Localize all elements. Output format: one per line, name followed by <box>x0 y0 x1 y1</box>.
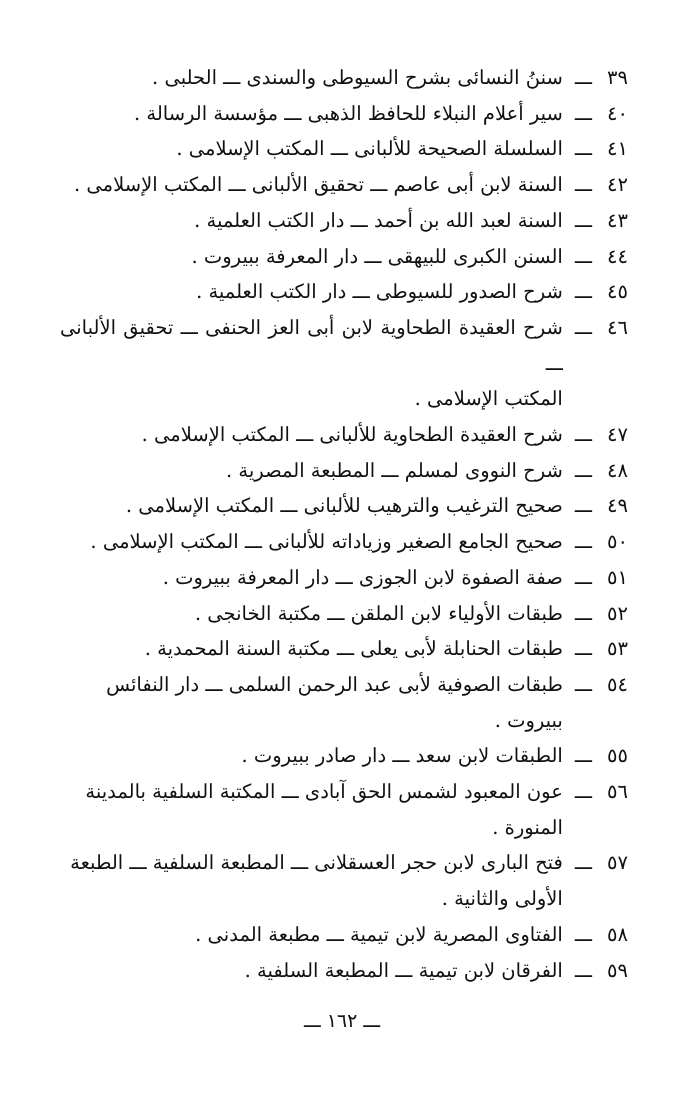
entry-dash: ـــ <box>574 244 592 268</box>
reference-entry <box>60 310 628 417</box>
reference-entry <box>60 203 628 239</box>
entry-text <box>60 917 563 953</box>
entry-title: السنة لعبد الله بن أحمد ـــ دار الكتب العلمية . <box>194 208 563 232</box>
entry-text <box>60 239 563 275</box>
entry-title: الفرقان لابن تيمية ـــ المطبعة السلفية . <box>244 958 563 982</box>
entry-text <box>60 524 563 560</box>
page-number: ـــ ١٦٢ ـــ <box>303 1010 381 1032</box>
entry-dash: ـــ <box>574 173 592 197</box>
entry-text <box>60 631 563 667</box>
entry-title: شرح النووى لمسلم ـــ المطبعة المصرية . <box>226 458 563 482</box>
entry-text <box>60 953 563 989</box>
entry-text <box>60 203 563 239</box>
entry-number: ٥٣ <box>607 637 628 661</box>
reference-entry <box>60 60 628 96</box>
entry-dash: ـــ <box>574 494 592 518</box>
entry-dash: ـــ <box>574 315 592 339</box>
entry-number: ٤٦ <box>607 315 628 339</box>
entry-text <box>60 738 563 774</box>
entry-dash: ـــ <box>574 530 592 554</box>
entry-number: ٤٥ <box>607 280 628 304</box>
entry-dash: ـــ <box>574 280 592 304</box>
entry-title: السنن الكبرى للبيهقى ـــ دار المعرفة ببيروت . <box>191 244 563 268</box>
reference-entry <box>60 417 628 453</box>
entry-dash: ـــ <box>574 637 592 661</box>
entry-title: صفة الصفوة لابن الجوزى ـــ دار المعرفة ببيروت . <box>162 565 563 589</box>
entry-title: طبقات الحنابلة لأبى يعلى ـــ مكتبة السنة المحمدية . <box>144 637 563 661</box>
entry-title: صحيح الترغيب والترهيب للألبانى ـــ المكتب الإسلامى . <box>125 494 563 518</box>
reference-entry <box>60 596 628 632</box>
reference-entry <box>60 131 628 167</box>
entry-number: ٤٧ <box>607 423 628 447</box>
entry-text <box>60 845 563 916</box>
entry-text <box>60 774 563 845</box>
entry-number: ٤١ <box>607 137 628 161</box>
entry-title: الفتاوى المصرية لابن تيمية ـــ مطبعة المدنى . <box>195 922 563 946</box>
entry-number: ٥٦ <box>607 780 628 804</box>
reference-entry <box>60 274 628 310</box>
entry-number: ٤٤ <box>607 244 628 268</box>
reference-entry <box>60 738 628 774</box>
entry-dash: ـــ <box>574 101 592 125</box>
entry-title: طبقات الصوفية لأبى عبد الرحمن السلمى ـــ دار النفائس <box>106 672 563 696</box>
reference-entry <box>60 917 628 953</box>
entry-title: شرح العقيدة الطحاوية للألبانى ـــ المكتب الإسلامى . <box>141 423 563 447</box>
entry-title: صحيح الجامع الصغير وزياداته للألبانى ـــ المكتب الإسلامى . <box>90 530 563 554</box>
entry-title: شرح العقيدة الطحاوية لابن أبى العز الحنفى ـــ تحقيق الألبانى ـــ <box>60 315 563 375</box>
entry-dash: ـــ <box>574 458 592 482</box>
entry-title: شرح الصدور للسيوطى ـــ دار الكتب العلمية . <box>196 280 563 304</box>
entry-dash: ـــ <box>574 672 592 696</box>
entry-number: ٥٩ <box>607 958 628 982</box>
entry-text <box>60 96 563 132</box>
entry-number: ٤٣ <box>607 208 628 232</box>
entry-dash: ـــ <box>574 137 592 161</box>
entry-dash: ـــ <box>574 851 592 875</box>
entry-number: ٤٩ <box>607 494 628 518</box>
entry-text <box>60 417 563 453</box>
entry-continuation: الأولى والثانية . <box>441 887 563 911</box>
entry-dash: ـــ <box>574 208 592 232</box>
entry-number: ٤٨ <box>607 458 628 482</box>
reference-entry <box>60 560 628 596</box>
entry-dash: ـــ <box>574 601 592 625</box>
reference-entry <box>60 631 628 667</box>
entry-title: سننُ النسائى بشرح السيوطى والسندى ـــ الحلبى . <box>152 66 563 89</box>
entry-number: ٣٩ <box>607 66 628 89</box>
reference-list <box>60 60 628 988</box>
entry-text <box>60 60 563 96</box>
reference-entry <box>60 239 628 275</box>
entry-continuation: المكتب الإسلامى . <box>414 387 563 411</box>
entry-number: ٥٠ <box>607 530 628 554</box>
entry-number: ٥٤ <box>607 672 628 696</box>
entry-text <box>60 310 563 417</box>
entry-number: ٤٢ <box>607 173 628 197</box>
entry-title: فتح البارى لابن حجر العسقلانى ـــ المطبعة السلفية ـــ الطبعة <box>70 851 563 875</box>
entry-text <box>60 596 563 632</box>
entry-number: ٥٧ <box>607 851 628 875</box>
entry-title: السلسلة الصحيحة للألبانى ـــ المكتب الإسلامى . <box>176 137 563 161</box>
entry-title: عون المعبود لشمس الحق آبادى ـــ المكتبة السلفية بالمدينة <box>85 780 563 804</box>
entry-text <box>60 167 563 203</box>
entry-dash: ـــ <box>574 744 592 768</box>
entry-number: ٥٢ <box>607 601 628 625</box>
entry-dash: ـــ <box>574 922 592 946</box>
reference-entry <box>60 524 628 560</box>
reference-entry <box>60 667 628 738</box>
reference-entry <box>60 167 628 203</box>
entry-dash: ـــ <box>574 780 592 804</box>
reference-entry <box>60 96 628 132</box>
entry-text <box>60 131 563 167</box>
entry-number: ٥٨ <box>607 922 628 946</box>
reference-entry <box>60 453 628 489</box>
entry-continuation: ببيروت . <box>494 708 563 732</box>
entry-number: ٥٥ <box>607 744 628 768</box>
entry-dash: ـــ <box>574 958 592 982</box>
entry-title: الطبقات لابن سعد ـــ دار صادر ببيروت . <box>241 744 563 768</box>
entry-text <box>60 453 563 489</box>
reference-entry <box>60 774 628 845</box>
reference-entry <box>60 845 628 916</box>
entry-text <box>60 667 563 738</box>
entry-text <box>60 274 563 310</box>
entry-continuation: المنورة . <box>492 815 563 839</box>
entry-text <box>60 560 563 596</box>
entry-title: السنة لابن أبى عاصم ـــ تحقيق الألبانى ـــ المكتب الإسلامى . <box>74 173 563 197</box>
entry-title: سير أعلام النبلاء للحافظ الذهبى ـــ مؤسسة الرسالة . <box>133 101 563 125</box>
entry-dash: ـــ <box>574 66 592 89</box>
entry-number: ٥١ <box>607 565 628 589</box>
reference-entry <box>60 953 628 989</box>
entry-dash: ـــ <box>574 423 592 447</box>
entry-number: ٤٠ <box>607 101 628 125</box>
entry-text <box>60 488 563 524</box>
entry-title: طبقات الأولياء لابن الملقن ـــ مكتبة الخانجى . <box>194 601 563 625</box>
entry-dash: ـــ <box>574 565 592 589</box>
reference-entry <box>60 488 628 524</box>
